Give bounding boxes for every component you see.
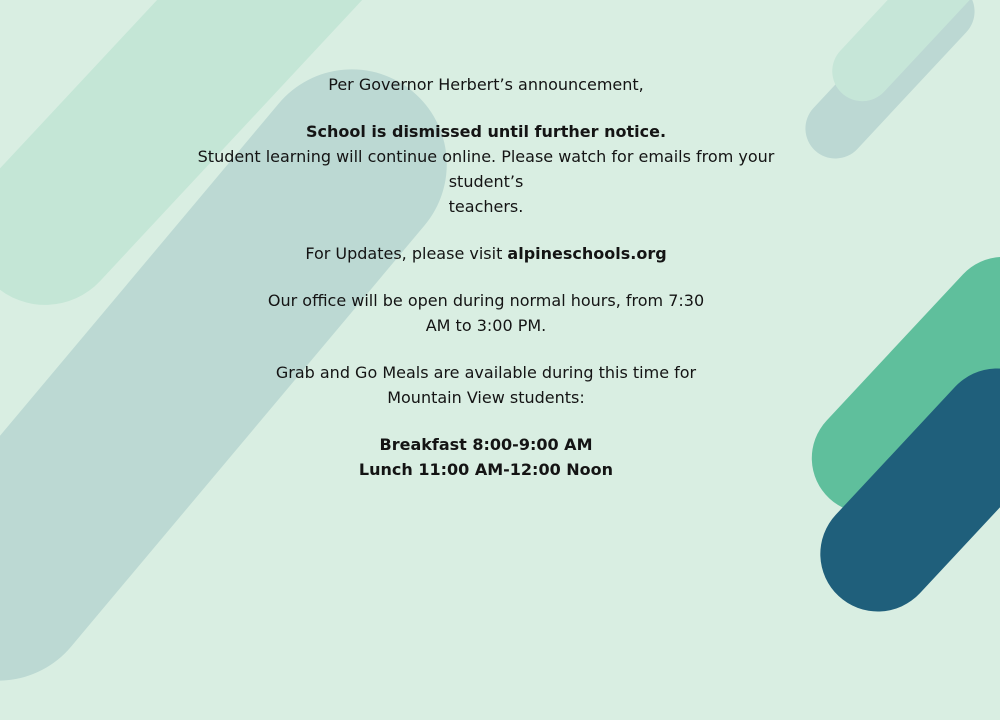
office-line-2: AM to 3:00 PM. [425, 316, 547, 335]
spacer [180, 410, 792, 432]
updates-prefix: For Updates, please visit [305, 244, 508, 263]
announcement-text [180, 72, 792, 482]
lunch-hours: Lunch 11:00 AM-12:00 Noon [358, 460, 614, 479]
spacer [180, 97, 792, 119]
spacer [180, 266, 792, 288]
headline: School is dismissed until further notice. [305, 122, 667, 141]
intro-line: Per Governor Herbert’s announcement, [328, 75, 644, 94]
meals-line-1: Grab and Go Meals are available during this time for [275, 363, 697, 382]
spacer [180, 338, 792, 360]
office-line-1: Our office will be open during normal hours, from 7:30 [267, 291, 705, 310]
spacer [180, 219, 792, 241]
breakfast-hours: Breakfast 8:00-9:00 AM [379, 435, 593, 454]
updates-line [180, 241, 792, 266]
learning-line-3: teachers. [448, 197, 524, 216]
updates-website-link[interactable]: alpineschools.org [507, 244, 667, 263]
learning-line-1: Student learning will continue online. Please watch for emails from your [197, 147, 775, 166]
meals-line-2: Mountain View students: [387, 388, 585, 407]
learning-line-2: student’s [448, 172, 524, 191]
